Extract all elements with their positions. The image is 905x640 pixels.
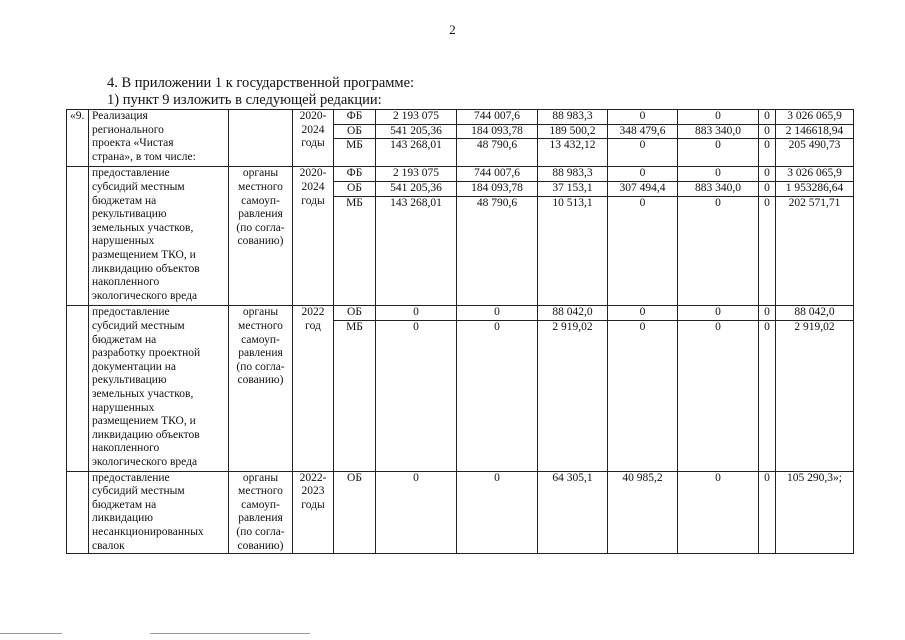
cell-line: бюджетам на	[92, 194, 157, 207]
amount-cell: 2 146618,94	[776, 124, 854, 139]
amount-cell: 744 007,6	[457, 167, 538, 182]
cell-line: (по согла-	[236, 221, 285, 234]
cell-line: субсидий местным	[92, 319, 185, 332]
amount-cell: 48 790,6	[457, 139, 538, 167]
cell-line: (по согла-	[236, 360, 285, 373]
amount-cell: 48 790,6	[457, 196, 538, 306]
table-row	[67, 110, 854, 125]
amount-cell: 0	[376, 306, 457, 321]
executor-cell	[229, 471, 293, 554]
measure-name-cell	[89, 110, 229, 167]
amount-cell: 541 205,36	[376, 124, 457, 139]
executor-cell	[229, 167, 293, 306]
amount-cell: 541 205,36	[376, 181, 457, 196]
cell-line: субсидий местным	[92, 180, 185, 193]
row-number-cell	[67, 306, 89, 471]
amount-cell: 0	[376, 320, 457, 471]
row-number-cell	[67, 167, 89, 306]
page-number: 2	[449, 22, 456, 37]
period-cell	[293, 306, 334, 471]
cell-line: предоставление	[92, 471, 170, 484]
cell-line: самоуп-	[241, 194, 280, 207]
cell-line: 2020-	[299, 110, 327, 122]
amount-cell: 0	[457, 320, 538, 471]
cell-line: 2024	[301, 123, 325, 136]
cell-line: разработку проектной	[92, 347, 201, 360]
funding-source-cell: ОБ	[334, 306, 376, 321]
amount-cell: 10 513,1	[538, 196, 608, 306]
cell-line: предоставление	[92, 167, 170, 180]
amount-cell: 143 268,01	[376, 196, 457, 306]
amount-cell: 0	[759, 110, 776, 125]
amount-cell: 184 093,78	[457, 181, 538, 196]
cell-line: Реализация	[92, 110, 148, 122]
amount-cell: 88 983,3	[538, 110, 608, 125]
amount-cell: 0	[678, 196, 759, 306]
program-table	[66, 109, 854, 554]
cell-line: 2022-	[299, 471, 327, 484]
funding-source-cell: ОБ	[334, 124, 376, 139]
amount-cell: 40 985,2	[608, 471, 678, 554]
amount-cell: 189 500,2	[538, 124, 608, 139]
amount-cell: 307 494,4	[608, 181, 678, 196]
cell-line: 2022	[301, 306, 325, 319]
cell-line: экологического вреда	[92, 289, 198, 302]
amount-cell: 0	[678, 139, 759, 167]
cell-line: размещением ТКО, и	[92, 248, 196, 261]
cell-line: бюджетам на	[92, 333, 157, 346]
cell-line: накопленного	[92, 442, 160, 455]
amount-cell: 2 919,02	[776, 320, 854, 471]
cell-line: местного	[238, 319, 283, 332]
executor-cell	[229, 306, 293, 471]
cell-line: земельных участков,	[92, 387, 194, 400]
cell-line: ликвидацию	[92, 512, 153, 525]
amount-cell: 184 093,78	[457, 124, 538, 139]
amount-cell: 3 026 065,9	[776, 167, 854, 182]
period-cell	[293, 110, 334, 167]
cell-line: сованию)	[237, 374, 284, 387]
funding-source-cell: ОБ	[334, 181, 376, 196]
cell-line: ликвидацию объектов	[92, 428, 200, 441]
period-cell	[293, 167, 334, 306]
amount-cell: 883 340,0	[678, 181, 759, 196]
cell-line: местного	[238, 485, 283, 498]
cell-line: субсидий местным	[92, 485, 185, 498]
cell-line: документации на	[92, 360, 177, 373]
amount-cell: 0	[608, 110, 678, 125]
executor-cell	[229, 110, 293, 167]
cell-line: 2024	[301, 180, 325, 193]
cell-line: накопленного	[92, 276, 160, 289]
amount-cell: 883 340,0	[678, 124, 759, 139]
amount-cell: 744 007,6	[457, 110, 538, 125]
bottom-rule-mid	[150, 633, 310, 634]
amount-cell: 0	[678, 471, 759, 554]
cell-line: местного	[238, 180, 283, 193]
funding-source-cell: ФБ	[334, 110, 376, 125]
funding-source-cell: ФБ	[334, 167, 376, 182]
amount-cell: 0	[759, 320, 776, 471]
table-row	[67, 471, 854, 554]
cell-line: размещением ТКО, и	[92, 415, 196, 428]
amount-cell: 3 026 065,9	[776, 110, 854, 125]
cell-line: год	[305, 319, 321, 332]
cell-line: свалок	[92, 539, 125, 552]
cell-line: регионального	[92, 123, 164, 136]
cell-line: бюджетам на	[92, 498, 157, 511]
amount-cell: 2 193 075	[376, 167, 457, 182]
row-number-cell	[67, 471, 89, 554]
amount-cell: 205 490,73	[776, 139, 854, 167]
cell-line: годы	[301, 137, 325, 150]
amount-cell: 2 919,02	[538, 320, 608, 471]
amount-cell: 0	[759, 167, 776, 182]
amount-cell: 0	[457, 471, 538, 554]
amount-cell: 0	[759, 124, 776, 139]
cell-line: страна», в том числе:	[92, 150, 196, 163]
amount-cell: 1 953286,64	[776, 181, 854, 196]
amount-cell: 0	[759, 306, 776, 321]
amount-cell: 37 153,1	[538, 181, 608, 196]
amount-cell: 0	[376, 471, 457, 554]
cell-line: экологического вреда	[92, 455, 198, 468]
amount-cell: 0	[608, 196, 678, 306]
amount-cell: 88 983,3	[538, 167, 608, 182]
cell-line: органы	[242, 167, 279, 180]
table-row	[67, 306, 854, 321]
cell-line: проекта «Чистая	[92, 137, 174, 150]
cell-line: (по согла-	[236, 525, 285, 538]
cell-line: нарушенных	[92, 401, 155, 414]
amount-cell: 105 290,3»;	[776, 471, 854, 554]
funding-source-cell: МБ	[334, 139, 376, 167]
period-cell	[293, 471, 334, 554]
amount-cell: 88 042,0	[538, 306, 608, 321]
cell-line: равления	[238, 512, 283, 525]
amount-cell: 0	[759, 196, 776, 306]
cell-line: рекультивацию	[92, 208, 167, 221]
amount-cell: 0	[759, 139, 776, 167]
cell-line: сованию)	[237, 539, 284, 552]
amount-cell: 143 268,01	[376, 139, 457, 167]
amount-cell: 0	[608, 306, 678, 321]
amount-cell: 0	[678, 306, 759, 321]
cell-line: равления	[238, 208, 283, 221]
cell-line: несанкционированных	[92, 525, 204, 538]
amount-cell: 202 571,71	[776, 196, 854, 306]
amount-cell: 0	[759, 181, 776, 196]
amount-cell: 0	[678, 167, 759, 182]
table-row	[67, 167, 854, 182]
amount-cell: 64 305,1	[538, 471, 608, 554]
amount-cell: 2 193 075	[376, 110, 457, 125]
amount-cell: 0	[608, 167, 678, 182]
cell-line: самоуп-	[241, 333, 280, 346]
intro-line-2: 1) пункт 9 изложить в следующей редакции:	[107, 92, 382, 108]
intro-line-1: 4. В приложении 1 к государственной программе:	[107, 75, 415, 91]
cell-line: самоуп-	[241, 498, 280, 511]
amount-cell: 0	[457, 306, 538, 321]
cell-line: 2023	[301, 485, 325, 498]
funding-source-cell: МБ	[334, 320, 376, 471]
measure-name-cell	[89, 471, 229, 554]
measure-name-cell	[89, 306, 229, 471]
amount-cell: 88 042,0	[776, 306, 854, 321]
measure-name-cell	[89, 167, 229, 306]
row-number-cell: «9.	[67, 110, 89, 167]
amount-cell: 0	[678, 110, 759, 125]
amount-cell: 0	[608, 320, 678, 471]
cell-line: ликвидацию объектов	[92, 262, 200, 275]
amount-cell: 13 432,12	[538, 139, 608, 167]
cell-line: рекультивацию	[92, 374, 167, 387]
cell-line: сованию)	[237, 235, 284, 248]
cell-line: нарушенных	[92, 235, 155, 248]
amount-cell: 0	[759, 471, 776, 554]
cell-line: равления	[238, 347, 283, 360]
funding-source-cell: ОБ	[334, 471, 376, 554]
cell-line: 2020-	[299, 167, 327, 180]
cell-line: годы	[301, 194, 325, 207]
bottom-rule-left	[0, 633, 62, 634]
cell-line: органы	[242, 471, 279, 484]
funding-source-cell: МБ	[334, 196, 376, 306]
amount-cell: 348 479,6	[608, 124, 678, 139]
cell-line: годы	[301, 498, 325, 511]
cell-line: органы	[242, 306, 279, 319]
cell-line: земельных участков,	[92, 221, 194, 234]
amount-cell: 0	[678, 320, 759, 471]
amount-cell: 0	[608, 139, 678, 167]
cell-line: предоставление	[92, 306, 170, 319]
